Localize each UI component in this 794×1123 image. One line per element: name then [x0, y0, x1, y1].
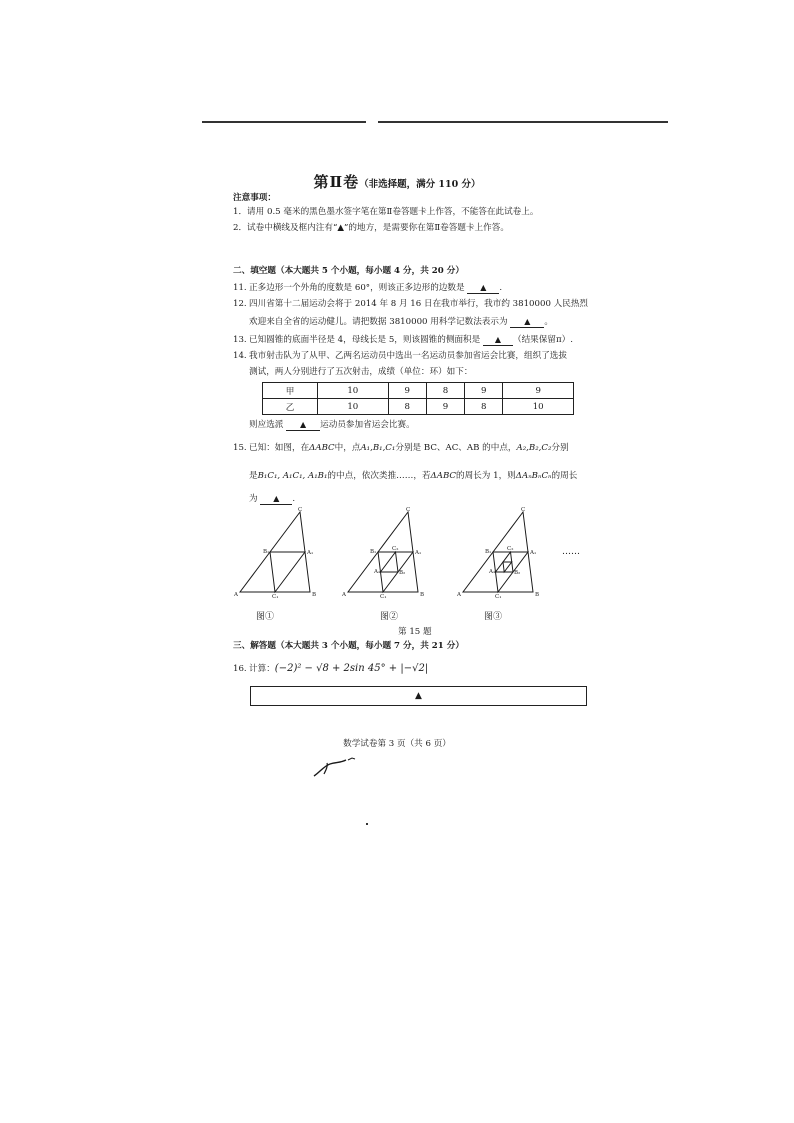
- q14-score-table: [262, 382, 574, 415]
- svg-text:A₁: A₁: [307, 550, 314, 556]
- table-cell: 10: [318, 399, 389, 415]
- page-title: 第Ⅱ卷（非选择题，满分 110 分）: [313, 173, 481, 191]
- svg-text:A: A: [234, 592, 238, 598]
- q11-number: 11.: [233, 283, 247, 293]
- q15-line1: 已知：如图，在ΔABC中，点A₁,B₁,C₁分别是 BC、AC、AB 的中点，A₂,B₂,C₂分别: [249, 443, 569, 453]
- q14-line1: 我市射击队为了从甲、乙两名运动员中选出一名运动员参加省运会比赛，组织了选拔: [249, 351, 567, 361]
- figure-1: [240, 512, 310, 592]
- svg-text:B: B: [420, 592, 425, 598]
- svg-text:C: C: [521, 507, 526, 513]
- svg-text:A₂: A₂: [374, 569, 381, 575]
- q13-text: 已知圆锥的底面半径是 4，母线长是 5，则该圆锥的侧面积是 ▲ （结果保留π）.: [249, 335, 573, 345]
- q15-line3: 为 ▲ .: [249, 494, 296, 504]
- q14-number: 14.: [233, 351, 247, 361]
- q14-line2: 测试，两人分别进行了五次射击，成绩（单位：环）如下：: [249, 367, 473, 377]
- svg-text:B₁: B₁: [485, 549, 492, 555]
- figure-3: [463, 512, 533, 592]
- q13-answer-blank: ▲: [483, 335, 513, 346]
- q13-number: 13.: [233, 335, 247, 345]
- svg-text:B₁: B₁: [263, 549, 270, 555]
- notice-item-1: 1．请用 0.5 毫米的黑色墨水签字笔在第Ⅱ卷答题卡上作答，不能答在此试卷上。: [233, 207, 539, 217]
- figure-ellipsis: ……: [562, 547, 580, 557]
- section-heading-fill-in: 二、填空题（本大题共 5 个小题，每小题 4 分，共 20 分）: [233, 266, 464, 276]
- svg-text:A: A: [457, 592, 461, 598]
- q15-number: 15.: [233, 443, 247, 453]
- q12-line1: 四川省第十二届运动会将于 2014 年 8 月 16 日在我市举行，我市约 3810000 人民热烈: [249, 299, 589, 309]
- svg-text:B: B: [312, 592, 317, 598]
- svg-text:C₂: C₂: [507, 546, 514, 552]
- pen-scribble-mark: [310, 754, 360, 780]
- q12-number: 12.: [233, 299, 247, 309]
- svg-text:C: C: [406, 507, 411, 513]
- table-cell: 8: [465, 399, 503, 415]
- svg-text:C₁: C₁: [272, 594, 279, 600]
- q15-figures: [230, 506, 600, 606]
- table-cell: 9: [388, 383, 426, 399]
- table-cell: 8: [426, 383, 464, 399]
- q15-caption: 第 15 题: [398, 627, 432, 637]
- svg-text:C₁: C₁: [495, 594, 502, 600]
- q14-answer-blank: ▲: [286, 420, 320, 431]
- svg-text:B: B: [535, 592, 540, 598]
- table-cell: 9: [465, 383, 503, 399]
- notice-heading: 注意事项：: [233, 193, 276, 203]
- table-row: [263, 399, 574, 415]
- svg-text:A: A: [342, 592, 346, 598]
- table-cell-name: 甲: [263, 383, 318, 399]
- table-row: [263, 383, 574, 399]
- figure-2: [348, 512, 418, 592]
- table-cell: 10: [503, 399, 574, 415]
- q16-answer-box: ▲: [250, 686, 587, 706]
- page-footer: 数学试卷第 3 页（共 6 页）: [343, 739, 451, 749]
- q16-number: 16.: [233, 664, 247, 674]
- svg-text:A₁: A₁: [415, 550, 422, 556]
- figure-3-caption: 图③: [484, 612, 503, 622]
- svg-text:C₁: C₁: [380, 594, 387, 600]
- page-subtitle: （非选择题，满分 110 分）: [359, 179, 481, 190]
- svg-text:B₁: B₁: [370, 549, 377, 555]
- header-rule-right: [378, 121, 668, 123]
- q16-text: 计算：(−2)² − √8 + 2sin 45° + |−√2|: [249, 663, 429, 674]
- q12-answer-blank: ▲: [510, 317, 544, 328]
- header-rule-left: [202, 121, 366, 123]
- q11-text: 正多边形一个外角的度数是 60°，则该正多边形的边数是 ▲ .: [249, 283, 503, 293]
- q16-expression: (−2)² − √8 + 2sin 45° + |−√2|: [274, 663, 429, 674]
- svg-text:B₂: B₂: [399, 570, 406, 576]
- svg-text:C: C: [298, 507, 303, 513]
- table-cell: 9: [503, 383, 574, 399]
- svg-text:B₂: B₂: [514, 570, 521, 576]
- table-cell: 9: [426, 399, 464, 415]
- q11-answer-blank: ▲: [467, 283, 499, 294]
- q15-answer-blank: ▲: [260, 494, 292, 505]
- svg-text:C₂: C₂: [392, 546, 399, 552]
- q12-line2: 欢迎来自全省的运动健儿。请把数据 3810000 用科学记数法表示为 ▲ 。: [249, 317, 553, 327]
- q14-after-text: 则应选派 ▲ 运动员参加省运会比赛。: [249, 420, 415, 430]
- figure-2-caption: 图②: [380, 612, 399, 622]
- table-cell: 8: [388, 399, 426, 415]
- speck-mark: [366, 823, 368, 825]
- section-heading-solve: 三、解答题（本大题共 3 个小题，每小题 7 分，共 21 分）: [233, 641, 464, 651]
- notice-item-2: 2．试卷中横线及框内注有“▲”的地方，是需要你在第Ⅱ卷答题卡上作答。: [233, 223, 509, 233]
- svg-text:A₁: A₁: [530, 550, 537, 556]
- svg-text:A₂: A₂: [489, 569, 496, 575]
- table-cell: 10: [318, 383, 389, 399]
- table-cell-name: 乙: [263, 399, 318, 415]
- figure-1-caption: 图①: [256, 612, 275, 622]
- q15-line2: 是B₁C₁, A₁C₁, A₁B₁的中点，依次类推……，若ΔABC的周长为 1，则ΔAₙBₙCₙ的周长: [249, 471, 578, 481]
